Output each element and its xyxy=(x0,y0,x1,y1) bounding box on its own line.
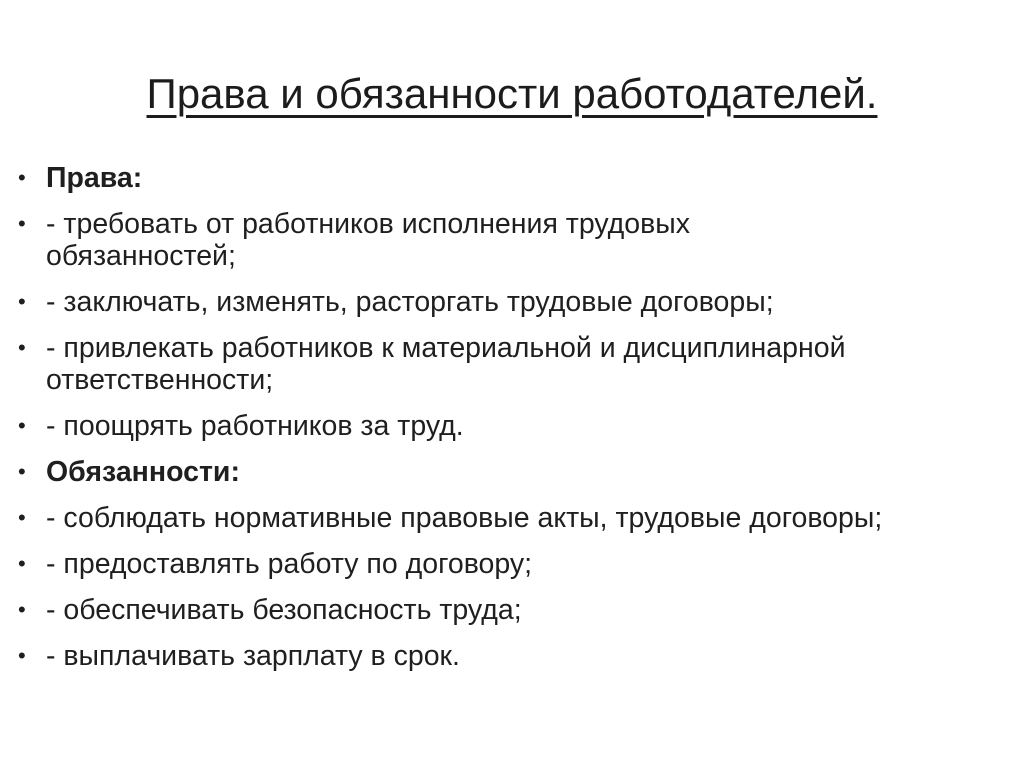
list-item xyxy=(18,502,906,534)
list-item xyxy=(18,286,1018,318)
bullet-icon: • xyxy=(18,551,26,576)
list-item-rights-heading xyxy=(18,162,1018,194)
list-item-text: - обеспечивать безопасность труда; xyxy=(46,594,522,626)
list-item-text: Обязанности: xyxy=(46,456,240,488)
bullet-icon: • xyxy=(18,597,26,622)
list-item-text: Права: xyxy=(46,162,143,194)
list-item xyxy=(18,548,1018,580)
bullet-list xyxy=(18,162,1018,686)
list-item-text: - требовать от работников исполнения трудовых обязанностей; xyxy=(46,208,691,272)
slide-title xyxy=(0,68,1024,120)
bullet-icon: • xyxy=(18,211,26,236)
list-item xyxy=(18,594,1018,626)
bullet-icon: • xyxy=(18,165,26,190)
list-item xyxy=(18,640,1018,672)
bullet-icon: • xyxy=(18,643,26,668)
list-item-text: - выплачивать зарплату в срок. xyxy=(46,640,460,672)
list-item-text: - соблюдать нормативные правовые акты, трудовые договоры; xyxy=(46,502,883,534)
slide-title-text: Права и обязанности работодателей. xyxy=(146,70,878,117)
list-item-text: - привлекать работников к материальной и дисциплинарной ответственности; xyxy=(46,332,846,396)
list-item xyxy=(18,410,1018,442)
list-item-duties-heading xyxy=(18,456,1018,488)
list-item-text: - поощрять работников за труд. xyxy=(46,410,464,442)
bullet-icon: • xyxy=(18,413,26,438)
list-item-text: - предоставлять работу по договору; xyxy=(46,548,533,580)
bullet-icon: • xyxy=(18,289,26,314)
bullet-icon: • xyxy=(18,335,26,360)
list-item xyxy=(18,208,846,272)
list-item-text: - заключать, изменять, расторгать трудовые договоры; xyxy=(46,286,774,318)
list-item xyxy=(18,332,1018,396)
bullet-icon: • xyxy=(18,459,26,484)
bullet-icon: • xyxy=(18,505,26,530)
